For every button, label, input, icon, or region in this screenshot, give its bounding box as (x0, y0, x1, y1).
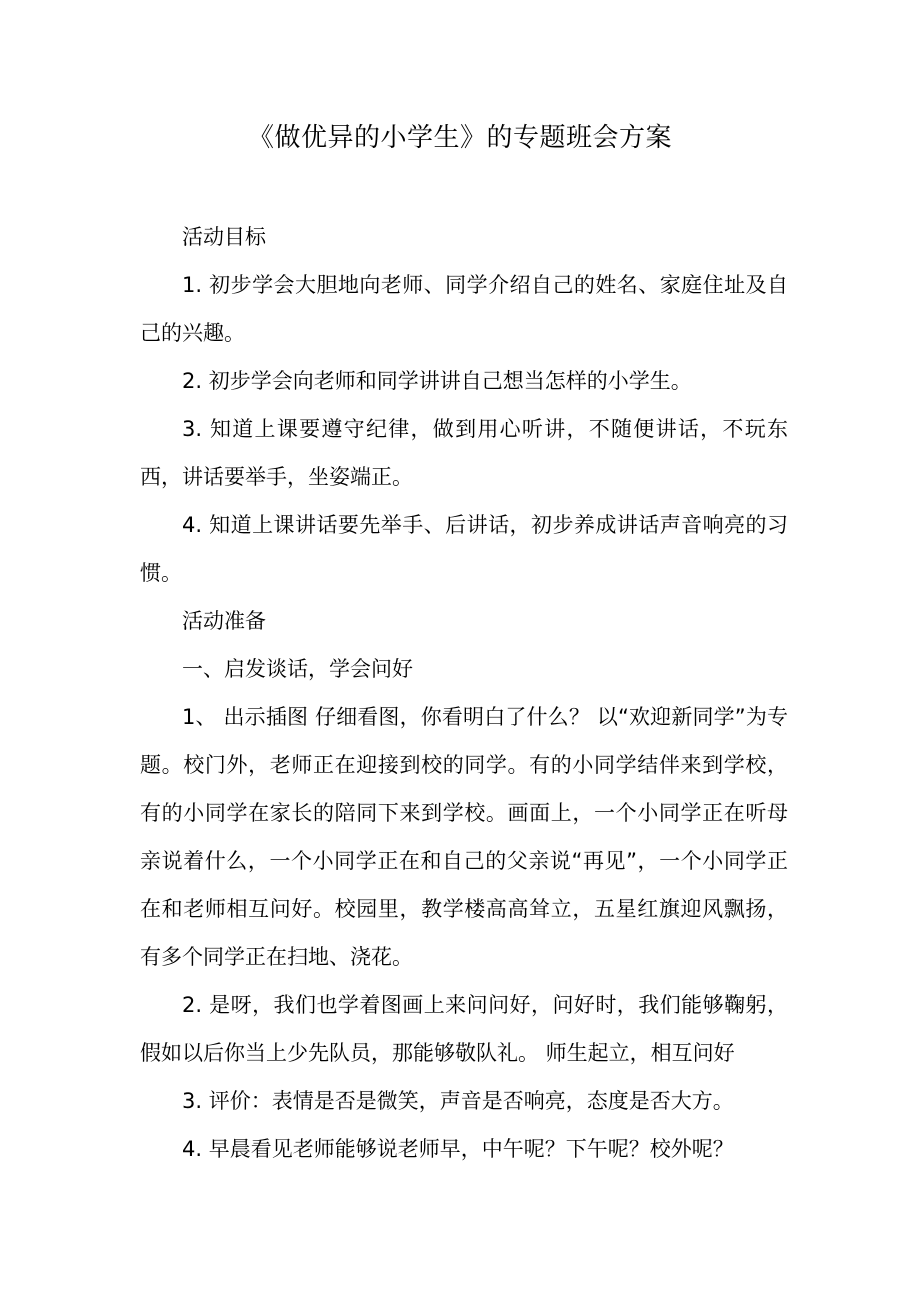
step-item-1: 1、 出示插图 仔细看图，你看明白了什么？ 以“欢迎新同学”为专题。校门外，老师正在迎接到校的同学。有的小同学结伴来到学校，有的小同学在家长的陪同下来到学校。画面上，一个小同学正在听母亲说着什么，一个小同学正在和自己的父亲说“再见”，一个小同学正在和老师相互问好。校园里，教学楼高高耸立，五星红旗迎风飘扬，有多个同学正在扫地、浇花。 (140, 705, 788, 969)
document-title: 《做优异的小学生》的专题班会方案 (247, 123, 672, 153)
section-heading-goals: 活动目标 (182, 225, 266, 249)
step-item-4: 4. 早晨看见老师能够说老师早，中午呢？下午呢？校外呢？ (182, 1137, 734, 1161)
goal-item-1: 1. 初步学会大胆地向老师、同学介绍自己的姓名、家庭住址及自己的兴趣。 (140, 273, 788, 345)
section-heading-preparation: 活动准备 (182, 609, 266, 633)
step-item-2: 2. 是呀，我们也学着图画上来问问好，问好时，我们能够鞠躬，假如以后你当上少先队员，那能够敬队礼。 师生起立，相互问好 (140, 993, 788, 1065)
step-item-3: 3. 评价：表情是否是微笑，声音是否响亮，态度是否大方。 (182, 1089, 734, 1113)
subsection-heading-greeting: 一、启发谈话，学会问好 (182, 657, 413, 681)
goal-item-2: 2. 初步学会向老师和同学讲讲自己想当怎样的小学生。 (182, 369, 692, 393)
goal-item-4: 4. 知道上课讲话要先举手、后讲话，初步养成讲话声音响亮的习惯。 (140, 513, 788, 585)
document-body (140, 213, 788, 1173)
goal-item-3: 3. 知道上课要遵守纪律，做到用心听讲，不随便讲话，不玩东西，讲话要举手，坐姿端正。 (140, 417, 788, 489)
